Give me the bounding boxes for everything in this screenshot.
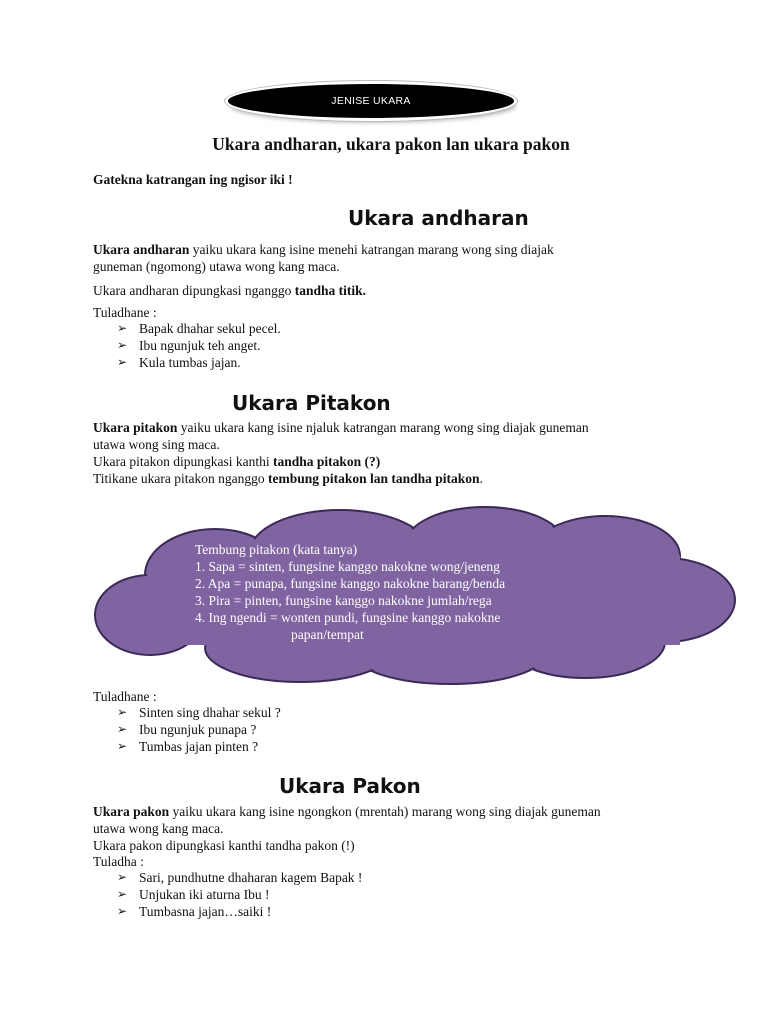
cloud-title: Tembung pitakon (kata tanya) [195,542,358,557]
arrowhead-bullet-icon: ➢ [117,870,128,884]
list-item: ➢ Tumbas jajan pinten ? [117,739,259,754]
cloud-callout-text [195,541,505,643]
heading-andharan: Ukara andharan [348,206,529,230]
list-item: ➢ Bapak dhahar sekul pecel. [117,321,281,336]
pitakon-definition-text: yaiku ukara kang isine njaluk katrangan marang wong sing diajak guneman [177,420,589,435]
arrowhead-bullet-icon: ➢ [117,739,128,753]
pitakon-punct-text: Ukara pitakon dipungkasi kanthi [93,454,273,469]
arrowhead-bullet-icon: ➢ [117,887,128,901]
list-item: ➢ Tumbasna jajan…saiki ! [117,904,272,919]
pakon-examples-list [117,869,362,920]
list-item: ➢ Sinten sing dhahar sekul ? [117,705,281,720]
pitakon-term: Ukara pitakon [93,420,178,435]
arrowhead-bullet-icon: ➢ [117,321,128,335]
list-item: ➢ Kula tumbas jajan. [117,355,241,370]
cloud-item: 2. Apa = punapa, fungsine kanggo nakokne barang/benda [195,576,506,591]
list-item: ➢ Ibu ngunjuk punapa ? [117,722,257,737]
andharan-examples-label: Tuladhane : [93,305,157,320]
intro-text: Gatekna katrangan ing ngisor iki ! [93,172,293,187]
heading-pakon: Ukara Pakon [279,774,421,798]
pakon-definition-text: yaiku ukara kang isine ngongkon (mrentah) marang wong sing diajak guneman [169,804,601,819]
andharan-term: Ukara andharan [93,242,190,257]
pitakon-markers-text: Titikane ukara pitakon nganggo [93,471,268,486]
pitakon-markers-bold: tembung pitakon lan tandha pitakon [267,471,480,486]
arrowhead-bullet-icon: ➢ [117,705,128,719]
pitakon-examples-label: Tuladhane : [93,689,157,704]
pitakon-examples-list [117,704,281,755]
arrowhead-bullet-icon: ➢ [117,355,128,369]
arrowhead-bullet-icon: ➢ [117,722,128,736]
pakon-term: Ukara pakon [93,804,170,819]
pitakon-definition-line2: utawa wong sing maca. [93,437,220,452]
cloud-item-continuation: papan/tempat [291,627,364,642]
pakon-definition [93,803,601,820]
arrowhead-bullet-icon: ➢ [117,338,128,352]
pakon-punctuation: Ukara pakon dipungkasi kanthi tandha pakon (!) [93,838,355,853]
heading-pitakon: Ukara Pitakon [232,391,391,415]
pakon-examples-label: Tuladha : [93,854,144,869]
document-title: Ukara andharan, ukara pakon lan ukara pakon [212,134,570,154]
andharan-punct-bold: tandha titik. [294,283,366,298]
pitakon-markers-end: . [479,471,483,486]
cloud-item: 1. Sapa = sinten, fungsine kanggo nakokne wong/jeneng [195,559,500,574]
pitakon-punct-bold: tandha pitakon (?) [272,454,381,469]
pakon-definition-line2: utawa wong kang maca. [93,821,224,836]
list-item: ➢ Unjukan iki aturna Ibu ! [117,887,270,902]
andharan-punct-text: Ukara andharan dipungkasi nganggo [93,283,295,298]
andharan-definition-text: yaiku ukara kang isine menehi katrangan marang wong sing diajak [189,242,554,257]
title-badge-label: JENISE UKARA [331,95,411,107]
cloud-item: 3. Pira = pinten, fungsine kanggo nakokne jumlah/rega [195,593,492,608]
arrowhead-bullet-icon: ➢ [117,904,128,918]
list-item: ➢ Sari, pundhutne dhaharan kagem Bapak ! [117,870,363,885]
andharan-definition-line2: guneman (ngomong) utawa wong kang maca. [93,259,340,274]
list-item: ➢ Ibu ngunjuk teh anget. [117,338,261,353]
cloud-item: 4. Ing ngendi = wonten pundi, fungsine kanggo nakokne [195,610,501,625]
